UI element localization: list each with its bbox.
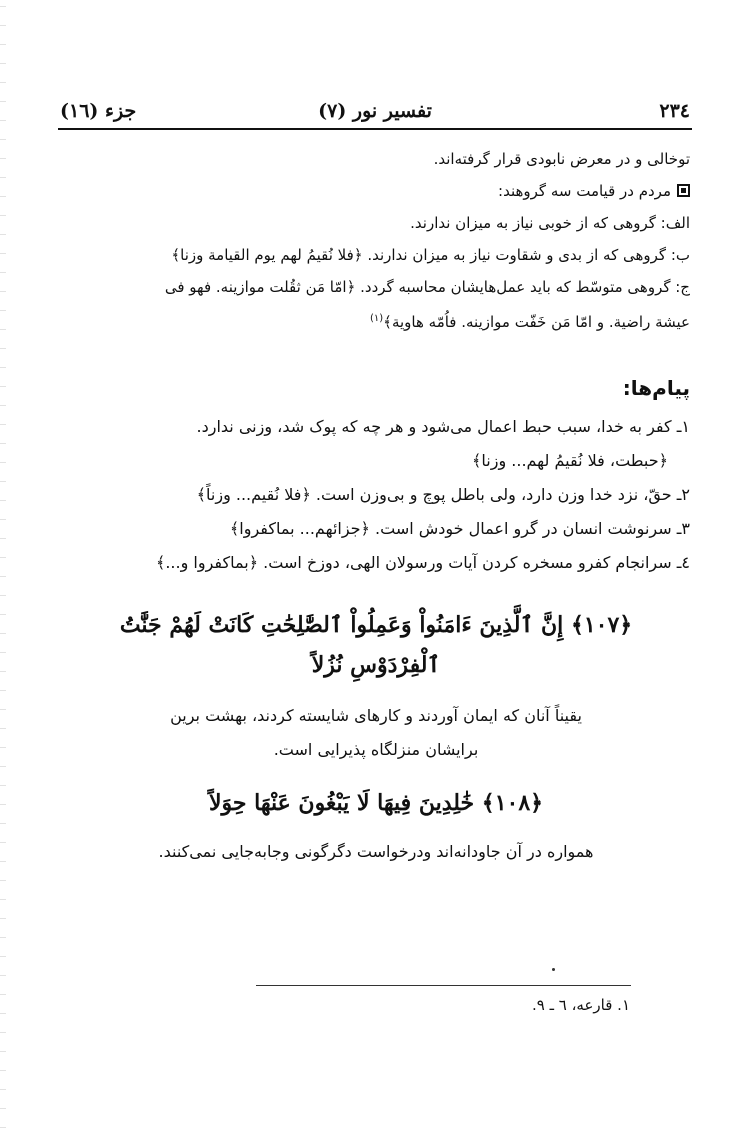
running-header <box>60 96 690 130</box>
intro-line: عیشة راضیة. و امّا مَن خَفّت موازینه. فاُمّه هاویة﴾$^{(۱)}$ <box>369 313 690 331</box>
message-item: ۱ـ کفر به خدا، سبب حبط اعمال می‌شود و هر چه که پوک شد، وزنی ندارد. <box>196 417 690 436</box>
intro-line: توخالی و در معرض نابودی قرار گرفته‌اند. <box>433 150 690 168</box>
intro-line: ج: گروهی متوسّط که باید عمل‌هایشان محاسبه گردد. ﴿امّا مَن ثقُلت موازینه. فهو فی <box>164 278 690 296</box>
message-item: ۳ـ سرنوشت انسان در گرو اعمال خودش است. ﴿جزائهم... بماکفروا﴾ <box>229 519 690 538</box>
book-title: تفسیر نور (۷) <box>318 100 432 122</box>
footnote: ۱. قارعه، ٦ ـ ۹. <box>531 996 630 1014</box>
footnote-mark: (۱) <box>369 313 384 324</box>
verse-107-translation-1: یقیناً آنان که ایمان آوردند و کارهای شایسته کردند، بهشت برین <box>170 706 582 725</box>
footnote-dot <box>552 968 555 971</box>
verse-107-line-2: ٱلْفِرْدَوْسِ نُزُلاً <box>311 652 441 678</box>
intro-section <box>62 143 690 335</box>
message-item: ﴿حبطت، فلا نُقیمُ لهم... وزنا﴾ <box>472 451 668 470</box>
intro-line: مردم در قیامت سه گروهند: <box>62 175 690 207</box>
intro-line: الف: گروهی که از خوبی نیاز به میزان ندارند. <box>410 214 690 232</box>
footnote-rule <box>256 985 631 986</box>
messages-list <box>62 410 690 580</box>
header-rule <box>58 128 692 130</box>
message-item: ٤ـ سرانجام کفرو مسخره کردن آیات ورسولان الهی، دوزخ است. ﴿بماکفروا و...﴾ <box>155 553 690 572</box>
intro-line: ب: گروهی که از بدی و شقاوت نیاز به میزان ندارند. ﴿فلا نُقیمُ لهم یوم القیامة وزنا﴾ <box>171 246 690 264</box>
verse-108-translation: همواره در آن جاودانه‌اند ودرخواست دگرگونی وجابه‌جایی نمی‌کنند. <box>158 842 594 861</box>
binding-edge <box>0 0 6 1128</box>
verse-108: ﴿۱۰۸﴾ خَٰلِدِينَ فِيهَا لَا يَبْغُونَ عَنْهَا حِوَلاً <box>208 790 544 816</box>
part-number: جزء (۱٦) <box>60 100 137 122</box>
square-bullet-icon <box>677 184 690 197</box>
verse-107-line-1: ﴿۱۰۷﴾ إِنَّ ٱلَّذِينَ ءَامَنُواْ وَعَمِلُواْ ٱلصَّٰلِحَٰتِ كَانَتْ لَهُمْ جَنَّٰتُ <box>119 612 633 638</box>
messages-title: پیام‌ها: <box>622 376 690 400</box>
verse-107-translation-2: برایشان منزلگاه پذیرایی است. <box>273 740 479 759</box>
page-number: ۲۳٤ <box>659 100 690 122</box>
message-item: ۲ـ حقّ، نزد خدا وزن دارد، ولی باطل پوچ و بی‌وزن است. ﴿فلا نُقیم... وزناً﴾ <box>196 485 690 504</box>
